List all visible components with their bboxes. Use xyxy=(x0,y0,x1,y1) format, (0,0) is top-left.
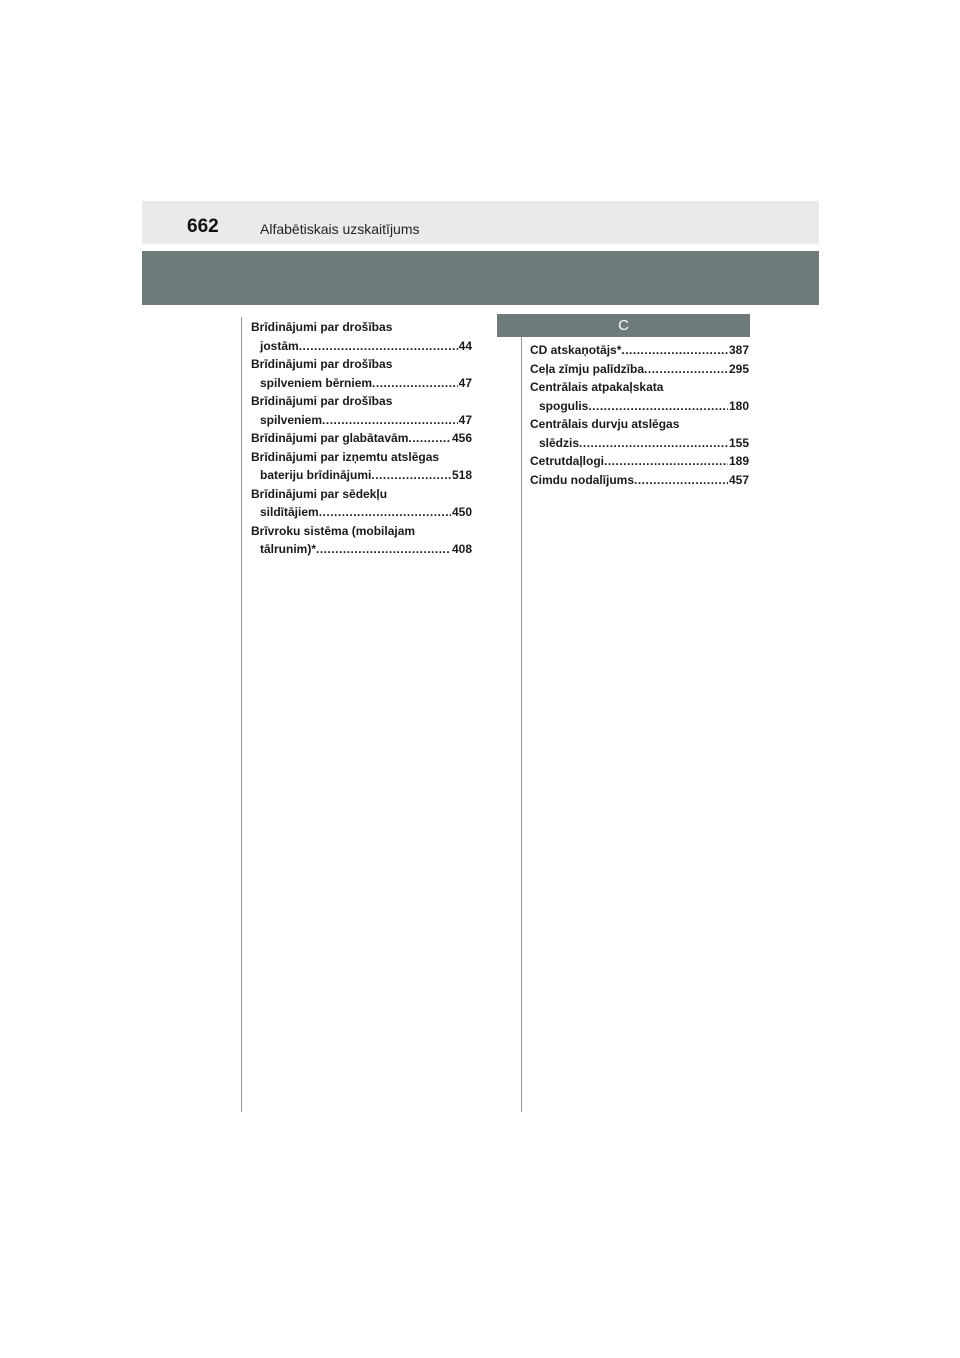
index-entry[interactable] xyxy=(530,378,749,415)
index-entry-page-number[interactable]: 408 xyxy=(451,542,472,556)
index-entry[interactable] xyxy=(530,415,749,452)
index-entry-line xyxy=(251,337,472,356)
index-entry-line xyxy=(251,411,472,430)
index-entry-term: Centrālais atpakaļskata xyxy=(530,380,664,394)
index-entry-line xyxy=(251,355,472,374)
index-entry-line xyxy=(530,397,749,416)
index-column-right xyxy=(530,341,749,489)
index-entry-term: Brīdinājumi par drošības xyxy=(251,394,393,408)
dot-leader xyxy=(604,452,728,471)
index-entry-page-number[interactable]: 47 xyxy=(458,375,472,390)
index-entry-line xyxy=(530,471,749,490)
index-entry-line xyxy=(251,522,472,541)
index-column-left xyxy=(251,318,472,559)
index-entry-term: spogulis xyxy=(539,398,589,413)
dot-leader xyxy=(408,429,451,448)
index-entry-line xyxy=(251,374,472,393)
index-entry[interactable] xyxy=(251,522,472,559)
index-entry[interactable] xyxy=(251,355,472,392)
dot-leader xyxy=(299,337,458,356)
index-entry-line xyxy=(530,415,749,434)
index-entry[interactable] xyxy=(251,392,472,429)
index-entry-term: Brīdinājumi par drošības xyxy=(251,357,393,371)
index-entry-term: Brīdinājumi par izņemtu atslēgas xyxy=(251,449,440,464)
section-letter-header: C xyxy=(497,314,750,337)
column-divider-middle xyxy=(521,317,522,1112)
index-entry-page-number[interactable]: 47 xyxy=(458,412,472,427)
index-entry-line xyxy=(251,429,472,448)
index-entry-term: Brīdinājumi par drošības xyxy=(251,320,393,334)
index-entry[interactable] xyxy=(251,318,472,355)
index-entry-line xyxy=(251,503,472,522)
index-entry[interactable] xyxy=(530,341,749,360)
index-entry-line xyxy=(530,378,749,397)
index-entry-term: jostām xyxy=(260,338,299,353)
dot-leader xyxy=(316,540,451,559)
index-entry-term: Cimdu nodalījums xyxy=(530,472,635,487)
index-entry-line xyxy=(251,318,472,337)
index-entry-page-number[interactable]: 450 xyxy=(451,505,472,519)
dot-leader xyxy=(322,411,458,430)
index-entry-line xyxy=(251,540,472,559)
index-entry-line xyxy=(530,360,749,379)
header-band xyxy=(142,201,819,244)
index-entry-line xyxy=(251,466,472,485)
page-number: 662 xyxy=(187,216,219,237)
index-entry[interactable] xyxy=(530,360,749,379)
dot-leader xyxy=(579,434,728,453)
index-entry-term: Brīvroku sistēma (mobilajam xyxy=(251,523,416,538)
index-entry-page-number[interactable]: 180 xyxy=(728,398,749,413)
index-entry-term: Brīdinājumi par glabātavām xyxy=(251,431,409,445)
dot-leader xyxy=(588,397,728,416)
chapter-title: Alfabētiskais uzskaitījums xyxy=(260,221,420,237)
index-entry-page-number[interactable]: 295 xyxy=(728,361,749,376)
dot-leader xyxy=(319,503,451,522)
index-entry-page-number[interactable]: 518 xyxy=(451,468,472,482)
dot-leader xyxy=(644,360,728,379)
index-entry[interactable] xyxy=(251,429,472,448)
index-entry-line xyxy=(530,452,749,471)
index-entry-term: Cetrutdaļlogi xyxy=(530,454,604,468)
index-entry-page-number[interactable]: 457 xyxy=(728,472,749,487)
index-entry-line xyxy=(251,392,472,411)
index-entry[interactable] xyxy=(251,485,472,522)
index-entry-page-number[interactable]: 387 xyxy=(728,343,749,357)
index-entry-page-number[interactable]: 456 xyxy=(451,431,472,445)
column-divider-left xyxy=(241,317,242,1112)
index-entry-term: Centrālais durvju atslēgas xyxy=(530,417,680,431)
index-entry-page-number[interactable]: 189 xyxy=(728,454,749,468)
dot-leader xyxy=(372,374,458,393)
index-entry-term: CD atskaņotājs* xyxy=(530,343,622,357)
index-entry-line xyxy=(251,448,472,467)
index-entry-page-number[interactable]: 155 xyxy=(728,435,749,450)
dot-leader xyxy=(621,341,728,360)
index-entry-term: spilveniem bērniem xyxy=(260,375,373,390)
index-entry-term: sildītājiem xyxy=(260,505,319,519)
index-entry[interactable] xyxy=(530,452,749,471)
dot-leader xyxy=(371,466,451,485)
dot-leader xyxy=(634,471,728,490)
index-entry-line xyxy=(530,341,749,360)
index-entry-term: spilveniem xyxy=(260,412,323,427)
index-entry-line xyxy=(251,485,472,504)
index-entry[interactable] xyxy=(530,471,749,490)
index-entry-term: Brīdinājumi par sēdekļu xyxy=(251,486,388,501)
index-entry-term: Ceļa zīmju palīdzība xyxy=(530,361,645,376)
index-entry-page-number[interactable]: 44 xyxy=(458,338,472,353)
section-banner xyxy=(142,251,819,305)
index-entry[interactable] xyxy=(251,448,472,485)
index-entry-line xyxy=(530,434,749,453)
index-entry-term: slēdzis xyxy=(539,435,580,450)
index-entry-term: bateriju brīdinājumi xyxy=(260,468,372,482)
index-entry-term: tālrunim)* xyxy=(260,542,317,556)
